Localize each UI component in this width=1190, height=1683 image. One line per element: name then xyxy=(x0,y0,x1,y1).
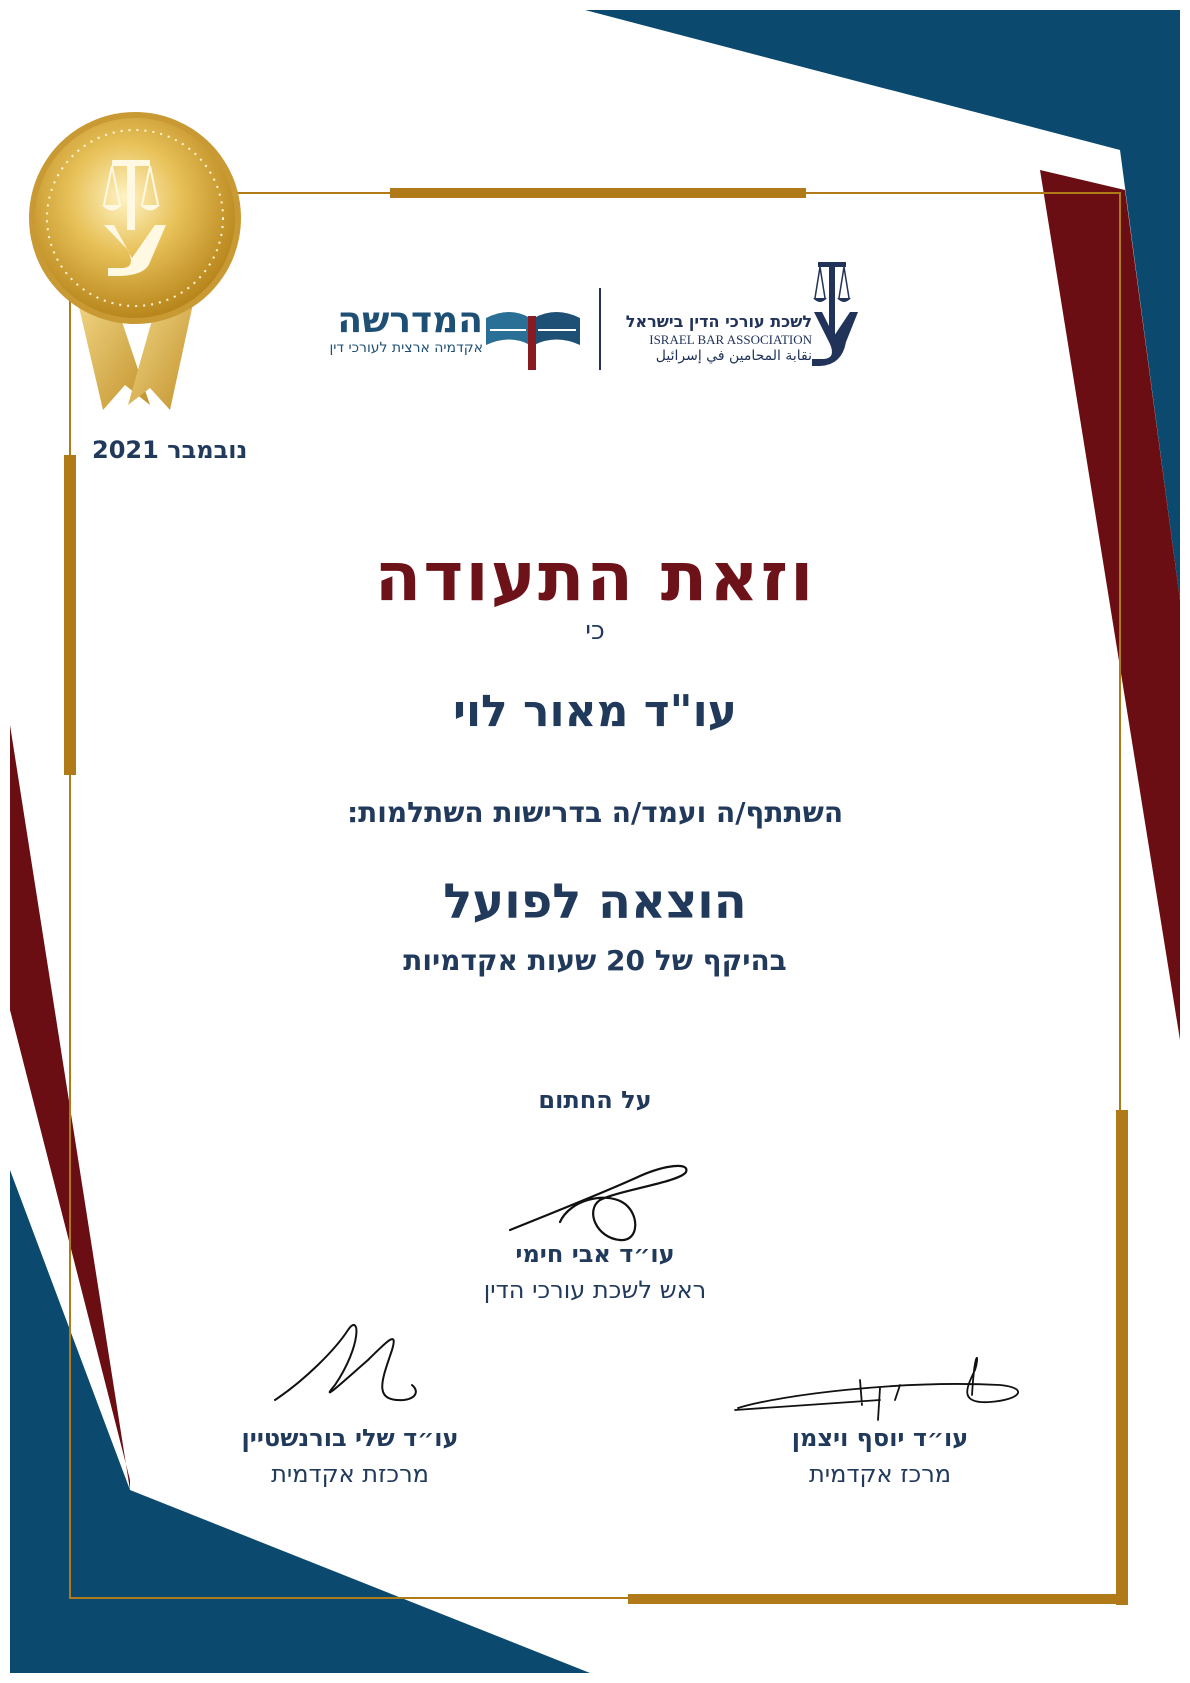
completion-statement: השתתף/ה ועמד/ה בדרישות השתלמות: xyxy=(346,796,844,829)
gold-bar-right xyxy=(1116,1110,1128,1605)
scales-ayin-seal-icon xyxy=(29,112,241,410)
signature-main xyxy=(510,1166,686,1240)
course-scope: בהיקף של 20 שעות אקדמיות xyxy=(403,944,787,977)
bar-association-logo xyxy=(625,312,812,364)
signature-right xyxy=(735,1358,1018,1420)
certificate-title: וזאת התעודה xyxy=(374,538,816,617)
scales-ayin-icon xyxy=(812,262,858,366)
bar-english-name: ISRAEL BAR ASSOCIATION xyxy=(649,332,812,347)
issue-date: נובמבר 2021 xyxy=(92,436,248,464)
bar-arabic-name: نقابة المحامين في إسرائيل xyxy=(655,348,812,364)
left-signer-name: עו״ד שלי בורנשטיין xyxy=(241,1424,459,1452)
course-name: הוצאה לפועל xyxy=(443,874,747,930)
signature-left xyxy=(275,1325,416,1400)
gold-bar-bottom xyxy=(628,1594,1128,1604)
right-signer-role: מרכז אקדמית xyxy=(808,1460,952,1488)
right-signer-name: עו״ד יוסף ויצמן xyxy=(791,1424,969,1452)
open-book-icon xyxy=(486,312,580,370)
school-logo xyxy=(325,302,483,356)
recipient-name: עו"ד מאור לוי xyxy=(453,686,737,737)
school-title: המדרשה xyxy=(337,300,483,341)
school-subtitle: אקדמיה ארצית לעורכי דין xyxy=(329,340,483,356)
left-signer-role: מרכזת אקדמית xyxy=(271,1460,429,1488)
main-signer-role: ראש לשכת עורכי הדין xyxy=(483,1276,707,1304)
bar-hebrew-name: לשכת עורכי הדין בישראל xyxy=(625,312,812,331)
gold-bar-top xyxy=(390,188,806,198)
signatures-heading: על החתום xyxy=(538,1086,652,1114)
that-word: כי xyxy=(585,616,605,646)
main-signer-name: עו״ד אבי חימי xyxy=(515,1240,675,1268)
